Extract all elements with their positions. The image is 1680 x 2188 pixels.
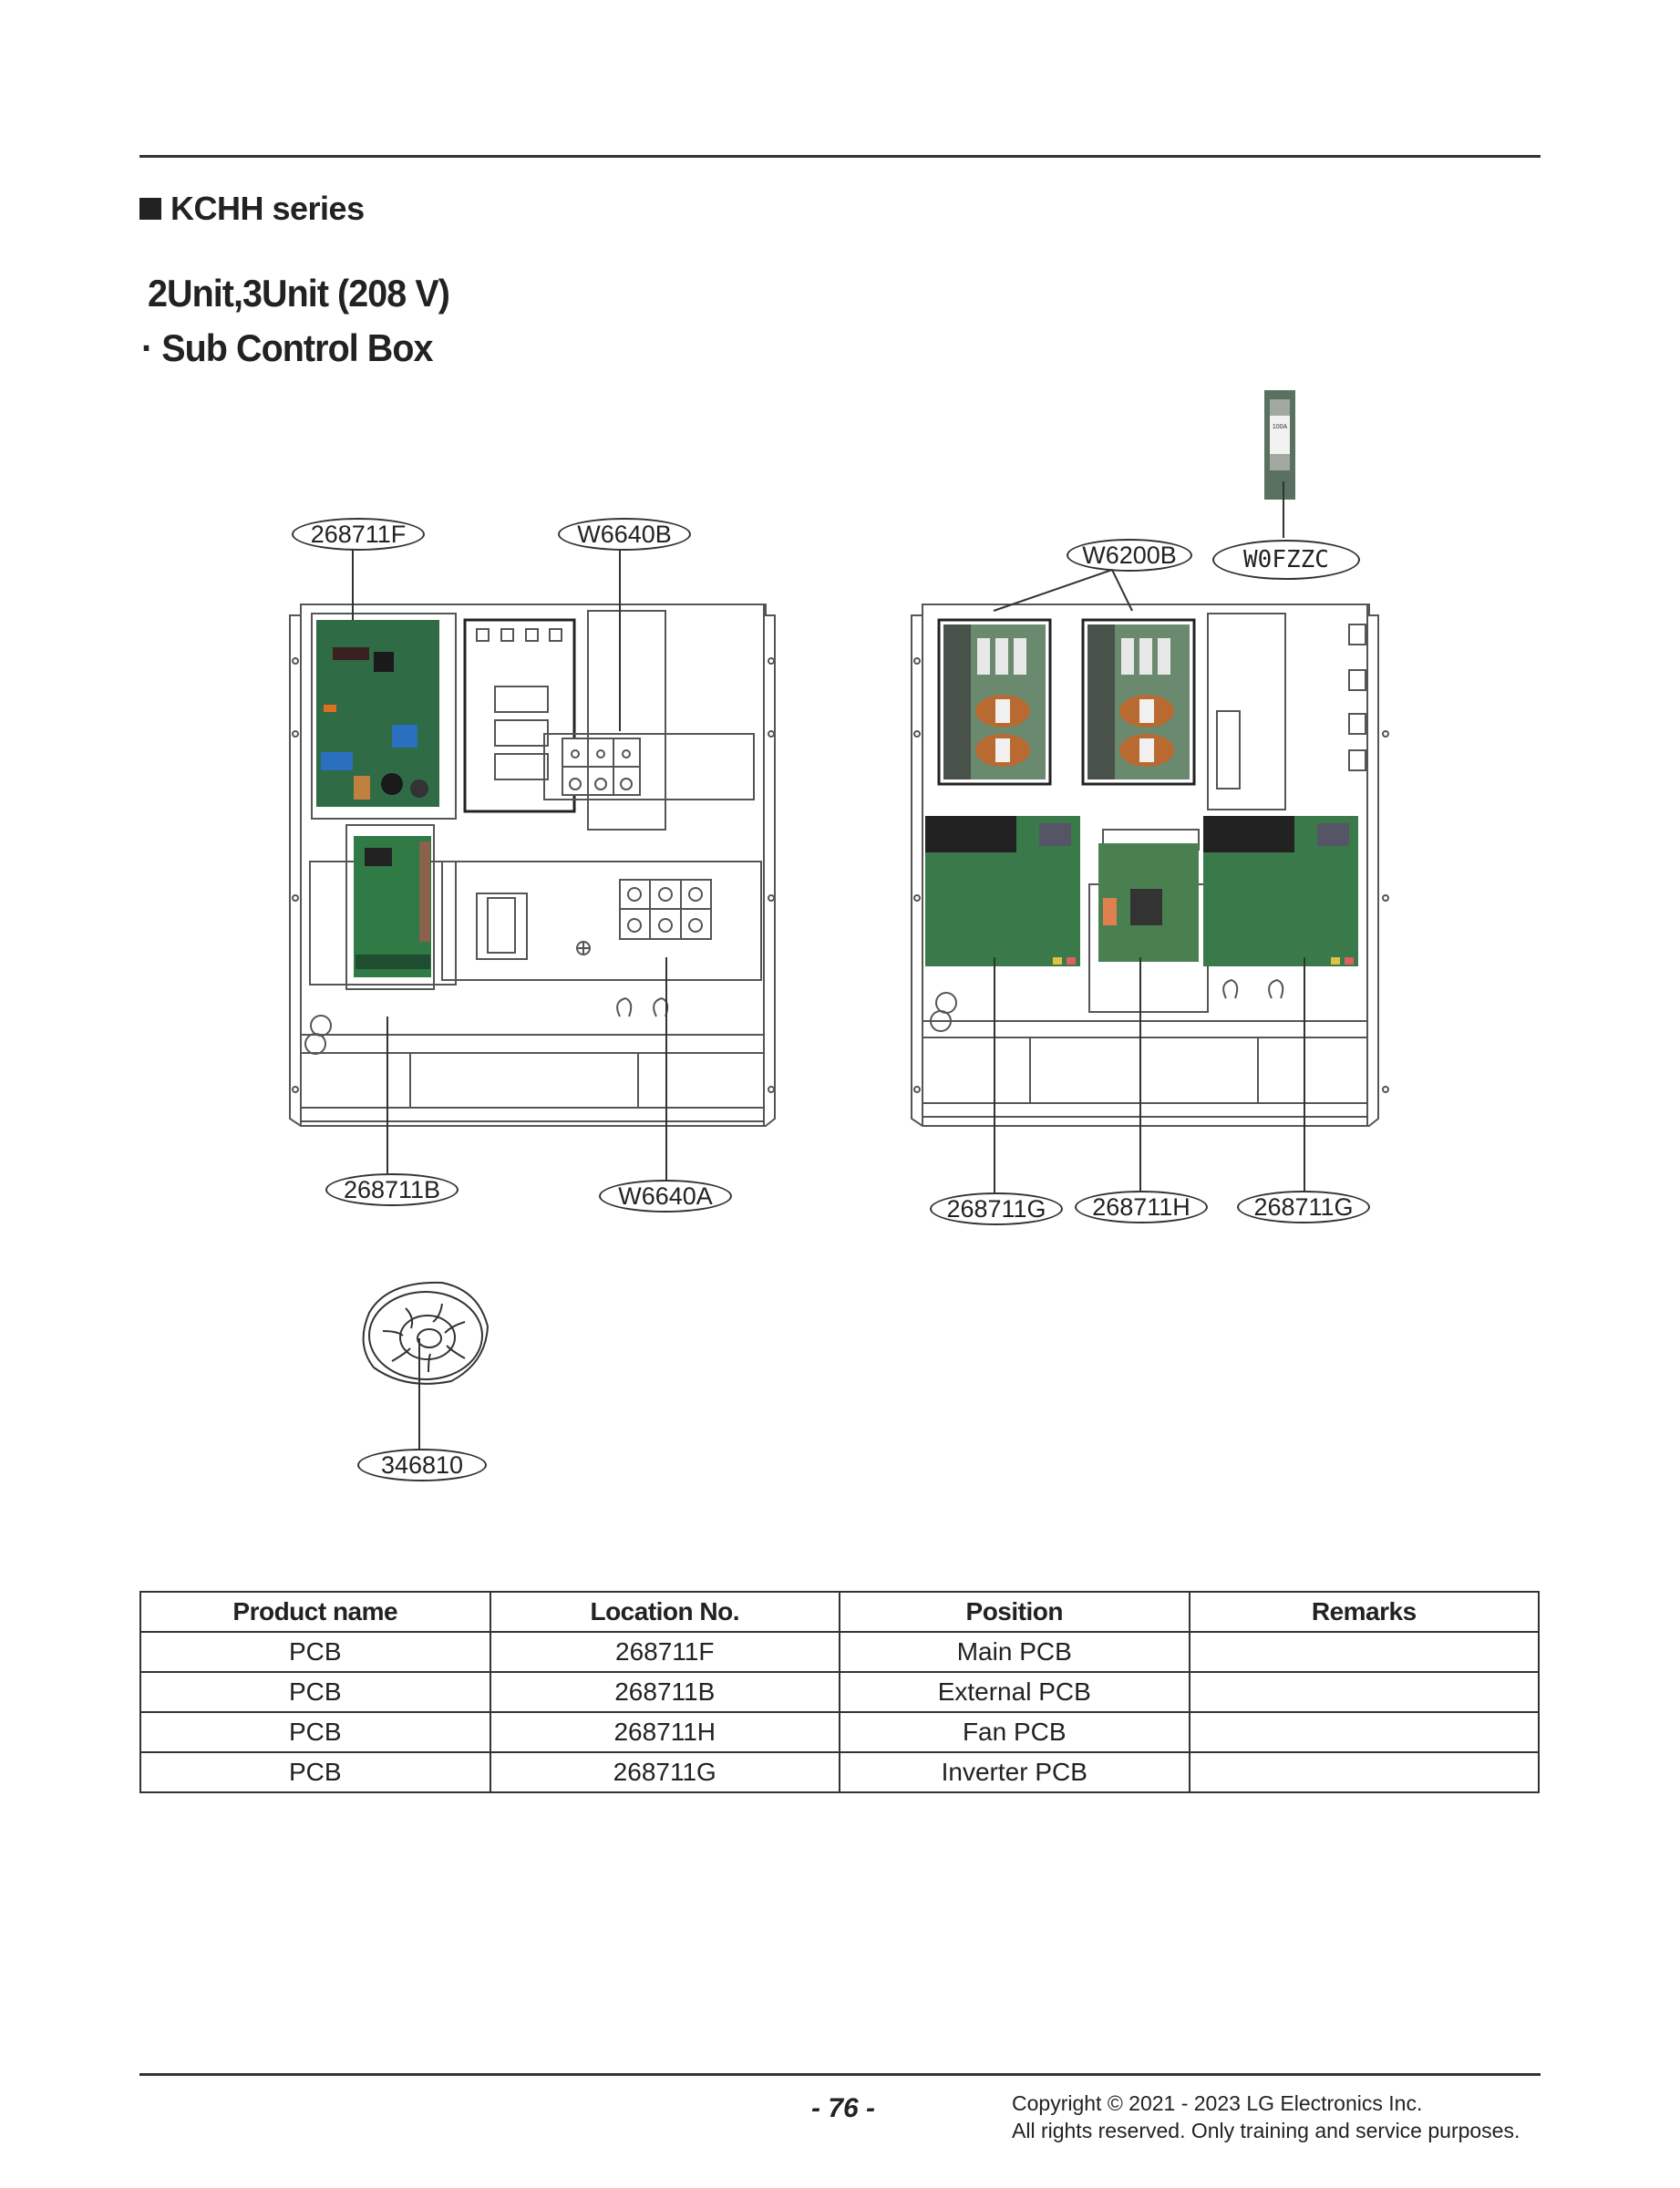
leader-line: [1283, 481, 1284, 538]
parts-table: [139, 1591, 1540, 1793]
table-row: [140, 1632, 1539, 1672]
section-title: [139, 190, 365, 228]
cell-product-name: PCB: [140, 1672, 490, 1712]
cell-position: Inverter PCB: [840, 1752, 1190, 1792]
section-title-text: KCHH series: [170, 190, 365, 227]
copyright-line-2: All rights reserved. Only training and service purposes.: [1012, 2119, 1520, 2142]
col-location-no: Location No.: [490, 1592, 840, 1632]
noise-filter-left: [943, 624, 1046, 779]
col-position: Position: [840, 1592, 1190, 1632]
right-control-box-diagram: [902, 597, 1399, 1135]
leader-line: [1139, 957, 1141, 1191]
cell-remarks: [1190, 1752, 1540, 1792]
cell-location-no: 268711H: [490, 1712, 840, 1752]
copyright-line-1: Copyright © 2021 - 2023 LG Electronics Inc.: [1012, 2091, 1423, 2115]
table-header-row: [140, 1592, 1539, 1632]
callout-268711G-left: 268711G: [930, 1192, 1063, 1225]
leader-line: [665, 957, 667, 1181]
table-row: [140, 1672, 1539, 1712]
copyright: [1012, 2090, 1520, 2144]
fan-icon: [351, 1272, 497, 1395]
table-row: [140, 1752, 1539, 1792]
col-remarks: Remarks: [1190, 1592, 1540, 1632]
callout-W0FZZC: W0FZZC: [1212, 540, 1360, 580]
leader-line: [994, 957, 995, 1192]
leader-line: [387, 1017, 388, 1173]
cell-remarks: [1190, 1672, 1540, 1712]
callout-268711H: 268711H: [1075, 1191, 1208, 1223]
leader-line: [418, 1338, 420, 1450]
page-number: - 76 -: [811, 2093, 876, 2123]
callout-W6200B: W6200B: [1067, 539, 1192, 572]
sub-heading: · Sub Control Box: [141, 326, 433, 369]
cell-position: Fan PCB: [840, 1712, 1190, 1752]
cell-product-name: PCB: [140, 1712, 490, 1752]
cell-position: Main PCB: [840, 1632, 1190, 1672]
leader-lines-W6200B: [984, 565, 1167, 620]
noise-filter-right: [1087, 624, 1190, 779]
callout-268711G-right: 268711G: [1237, 1191, 1370, 1223]
table-row: [140, 1712, 1539, 1752]
callout-268711F: 268711F: [292, 518, 425, 551]
leader-line: [619, 549, 621, 731]
cell-location-no: 268711G: [490, 1752, 840, 1792]
leader-line: [1304, 957, 1305, 1191]
cell-location-no: 268711B: [490, 1672, 840, 1712]
top-rule: [139, 155, 1541, 158]
svg-text:100A: 100A: [1272, 424, 1288, 430]
cell-remarks: [1190, 1712, 1540, 1752]
footer-rule: [139, 2073, 1541, 2076]
cell-product-name: PCB: [140, 1752, 490, 1792]
square-bullet-icon: [139, 198, 161, 220]
model-subtitle: 2Unit,3Unit (208 V): [148, 272, 449, 315]
cell-product-name: PCB: [140, 1632, 490, 1672]
leader-line: [352, 549, 354, 620]
cell-location-no: 268711F: [490, 1632, 840, 1672]
cell-remarks: [1190, 1632, 1540, 1672]
callout-346810: 346810: [357, 1449, 487, 1481]
callout-268711B: 268711B: [325, 1173, 459, 1206]
left-control-box-diagram: [283, 597, 784, 1135]
cell-position: External PCB: [840, 1672, 1190, 1712]
callout-W6640B: W6640B: [558, 518, 691, 551]
callout-W6640A: W6640A: [599, 1180, 732, 1213]
col-product-name: Product name: [140, 1592, 490, 1632]
